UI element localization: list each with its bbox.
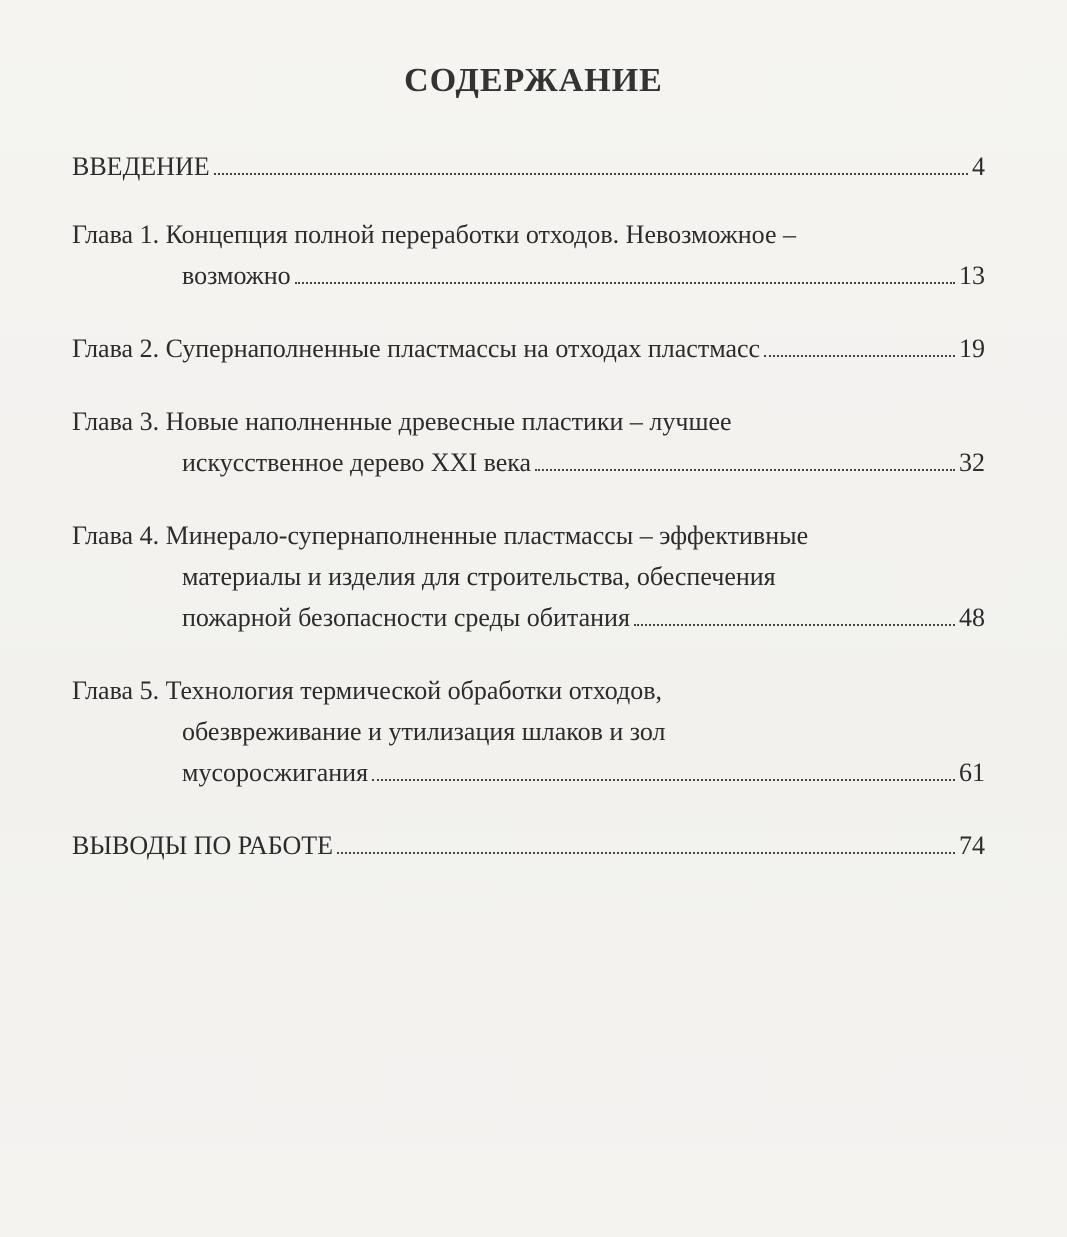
- chapter-prefix: Глава 3.: [72, 407, 160, 436]
- chapter-prefix: Глава 4.: [72, 521, 160, 550]
- toc-entry-line: возможно: [182, 261, 291, 290]
- toc-entry-line: искусственное дерево XXI века: [182, 448, 532, 477]
- toc-entry-row: [72, 214, 985, 255]
- toc-page-number: 61: [959, 758, 985, 787]
- toc-entry-line: Концепция полной переработки отходов. Невозможное –: [165, 220, 797, 249]
- chapter-prefix: Глава 5.: [72, 676, 160, 705]
- toc-entry-conclusions: [72, 825, 985, 866]
- toc-entry-chapter-2: [72, 328, 985, 369]
- toc-page-number: 19: [959, 334, 985, 363]
- toc-entry-line: материалы и изделия для строительства, обеспечения: [182, 562, 776, 591]
- toc-entry-line: Технология термической обработки отходов,: [165, 676, 663, 705]
- toc-entry-row: [72, 556, 985, 597]
- toc-entry-row: [72, 711, 985, 752]
- toc-entry-line: Супернаполненные пластмассы на отходах пластмасс: [165, 334, 761, 363]
- toc-entry-chapter-3: [72, 401, 985, 483]
- toc-entry-chapter-1: [72, 214, 985, 296]
- toc-entry-row: [72, 515, 985, 556]
- toc-page-number: 4: [972, 152, 985, 181]
- toc-page-number: 74: [959, 831, 985, 860]
- toc-page-number: 13: [959, 261, 985, 290]
- toc-entry-row: [72, 401, 985, 442]
- chapter-prefix: Глава 2.: [72, 334, 160, 363]
- toc-entry-row: [72, 328, 985, 369]
- toc-entry-line: Минерало-супернаполненные пластмассы – эффективные: [165, 521, 809, 550]
- dot-leader: [535, 468, 955, 471]
- toc-page-number: 48: [959, 603, 985, 632]
- toc-entry-line: мусоросжигания: [182, 758, 369, 787]
- page-title: СОДЕРЖАНИЕ: [404, 62, 663, 99]
- toc-entry-row: [72, 442, 985, 483]
- dot-leader: [372, 778, 955, 781]
- dot-leader: [214, 172, 968, 175]
- toc-entry-chapter-4: [72, 515, 985, 638]
- toc-entry-row: [72, 146, 985, 187]
- toc-entry-row: [72, 255, 985, 296]
- dot-leader: [634, 623, 955, 626]
- toc-entry-label: ВВЕДЕНИЕ: [72, 152, 210, 181]
- toc-entry-line: Новые наполненные древесные пластики – лучшее: [165, 407, 732, 436]
- toc-entry-chapter-5: [72, 670, 985, 793]
- dot-leader: [764, 354, 955, 357]
- toc-page-number: 32: [959, 448, 985, 477]
- dot-leader: [295, 281, 955, 284]
- toc-entry-line: пожарной безопасности среды обитания: [182, 603, 630, 632]
- toc-entry-row: [72, 597, 985, 638]
- toc-entry-label: ВЫВОДЫ ПО РАБОТЕ: [72, 831, 334, 860]
- toc-entry-row: [72, 825, 985, 866]
- table-of-contents: [72, 146, 985, 898]
- dot-leader: [337, 851, 955, 854]
- toc-entry-introduction: [72, 146, 985, 187]
- toc-entry-row: [72, 670, 985, 711]
- toc-entry-row: [72, 752, 985, 793]
- chapter-prefix: Глава 1.: [72, 220, 160, 249]
- toc-entry-line: обезвреживание и утилизация шлаков и зол: [182, 717, 666, 746]
